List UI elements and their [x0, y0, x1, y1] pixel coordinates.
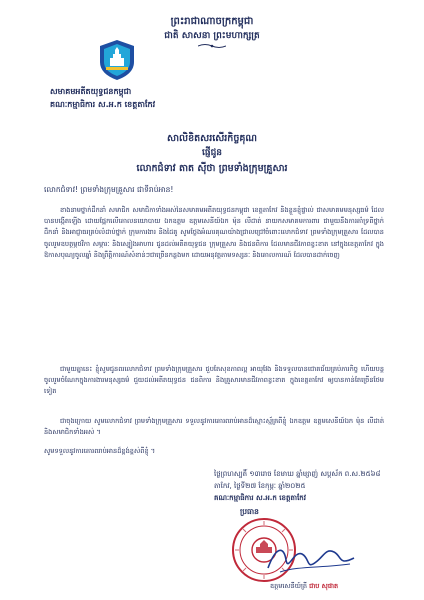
- handwritten-signature-icon: [262, 540, 362, 578]
- organization-committee: គណៈកម្មាធិការ ស.អ.ក ខេត្តតាកែវ: [50, 100, 156, 109]
- solar-date: តាកែវ, ថ្ងៃទី២៧ ខែកុម្ភៈ ឆ្នាំ២០២៥: [214, 482, 306, 490]
- body-paragraph: ជាមួយគ្នានេះ ខ្ញុំសូមជូនពរលោកជំទាវ ព្រមទាំងក្រុមគ្រួសារ ជួបតែសុខភាពល្អ អាយុវែង និងទទួលបានជោគជ័យគ្រប់ភារកិច្ច ហើយបន្តចូលរួមចំណែកក្នុងការងារមនុស្សធម៌ ជួយដល់អតីតយុទ្ធជន ជនពិការ និងគ្រួសារមានជីវភាពខ្វះខាត ក្នុងខេត្តតាកែវ ឲ្យបានកាន់តែច្រើនថែមទៀត: [44, 365, 384, 396]
- lunar-date: ថ្ងៃព្រហស្បតិ៍ ១៣រោច ខែមាឃ ឆ្នាំម្សាញ់ សប្តស័ក ព.ស.២៥៦៨: [214, 470, 381, 478]
- signatory-organization: គណៈកម្មាធិការ ស.អ.ក ខេត្តតាកែវ: [214, 494, 306, 502]
- kingdom-heading: ព្រះរាជាណាចក្រកម្ពុជា: [170, 16, 254, 27]
- letter-title: សាលិខិតសរសើរកិច្ចគុណ: [167, 133, 257, 144]
- signatory-role: ប្រធាន: [240, 507, 259, 516]
- letter-recipient: លោកជំទាវ តាត ស៊ីថា ព្រមទាំងក្រុមគ្រួសារ: [136, 163, 288, 174]
- tacteng-ornament-icon: [198, 43, 226, 49]
- letter-addressed-to: ផ្ញើជូន: [202, 148, 222, 158]
- organization-name: សមាគមអតីតយុទ្ធជនកម្ពុជា: [50, 87, 132, 96]
- association-logo-icon: [96, 38, 138, 82]
- national-motto: ជាតិ សាសនា ព្រះមហាក្សត្រ: [164, 31, 260, 41]
- salutation: លោកជំទាវ! ព្រមទាំងក្រុមគ្រួសារ ជាទីរាប់អាន!: [44, 185, 174, 194]
- signatory-full-name: ជាប សុផាត: [309, 582, 339, 590]
- signatory-rank: ឧត្តមសេនីយ៍ត្រី: [270, 582, 308, 590]
- signatory-name: [270, 582, 338, 592]
- body-paragraph: ខាងនាមថ្នាក់ដឹកនាំ សមាជិក សមាជិកាទាំងអស់នៃសមាគមអតីតយុទ្ធជនកម្ពុជា ខេត្តតាកែវ និងខ្លួនខ្ញុំផ្ទាល់ ជាសមាគមមនុស្សធម៌ ដែលបានបង្កើតឡើង ដោយផ្អែកលើគោលនយោបាយ ឯកឧត្តម ឧត្តមសេនីយ៍ឯក ម៉ុន លីដាត់ នាយកសមាគមការពារ ជាមួយនឹងការគាំទ្រពីថ្នាក់ដឹកនាំ និងអាជ្ញាធរគ្រប់លំដាប់ថ្នាក់ ក្រុមការងារ និងដៃគូ សូមថ្លែងអំណរគុណយ៉ាងជ្រាលជ្រៅចំពោះលោកជំទាវ ព្រមទាំងក្រុមគ្រួសារ ដែលបានចូលរួមឧបត្ថម្ភថវិកា សម្ភារៈ និងស្បៀងអាហារ ជូនដល់អតីតយុទ្ធជន ក្រុមគ្រួសារ និងជនពិការ ដែលមានជីវភាពខ្វះខាត នៅក្នុងខេត្តតាកែវ ក្នុងឱកាសបុណ្យចូលឆ្នាំ និងព្រឹត្តិការណ៍សំខាន់ៗជាច្រើនកន្លងមក ដោយអនុវត្តតាមទស្សនៈ និងគោលការណ៍ ដែលបានដាក់ចេញ: [44, 206, 384, 259]
- closing-line: សូមទទួលនូវការគោរពរាប់អានដ៏ខ្ពង់ខ្ពស់ពីខ្ញុំ ។: [44, 447, 156, 455]
- body-paragraph: ជាចុងក្រោយ សូមលោកជំទាវ ព្រមទាំងក្រុមគ្រួសារ ទទួលនូវការគោរពរាប់អានដ៏ស្មោះស្ម័គ្រពីខ្ញុំ ឯកឧត្តម ឧត្តមសេនីយ៍ឯក ម៉ុន លីដាត់ និងសមាជិកទាំងអស់ ។: [44, 417, 384, 437]
